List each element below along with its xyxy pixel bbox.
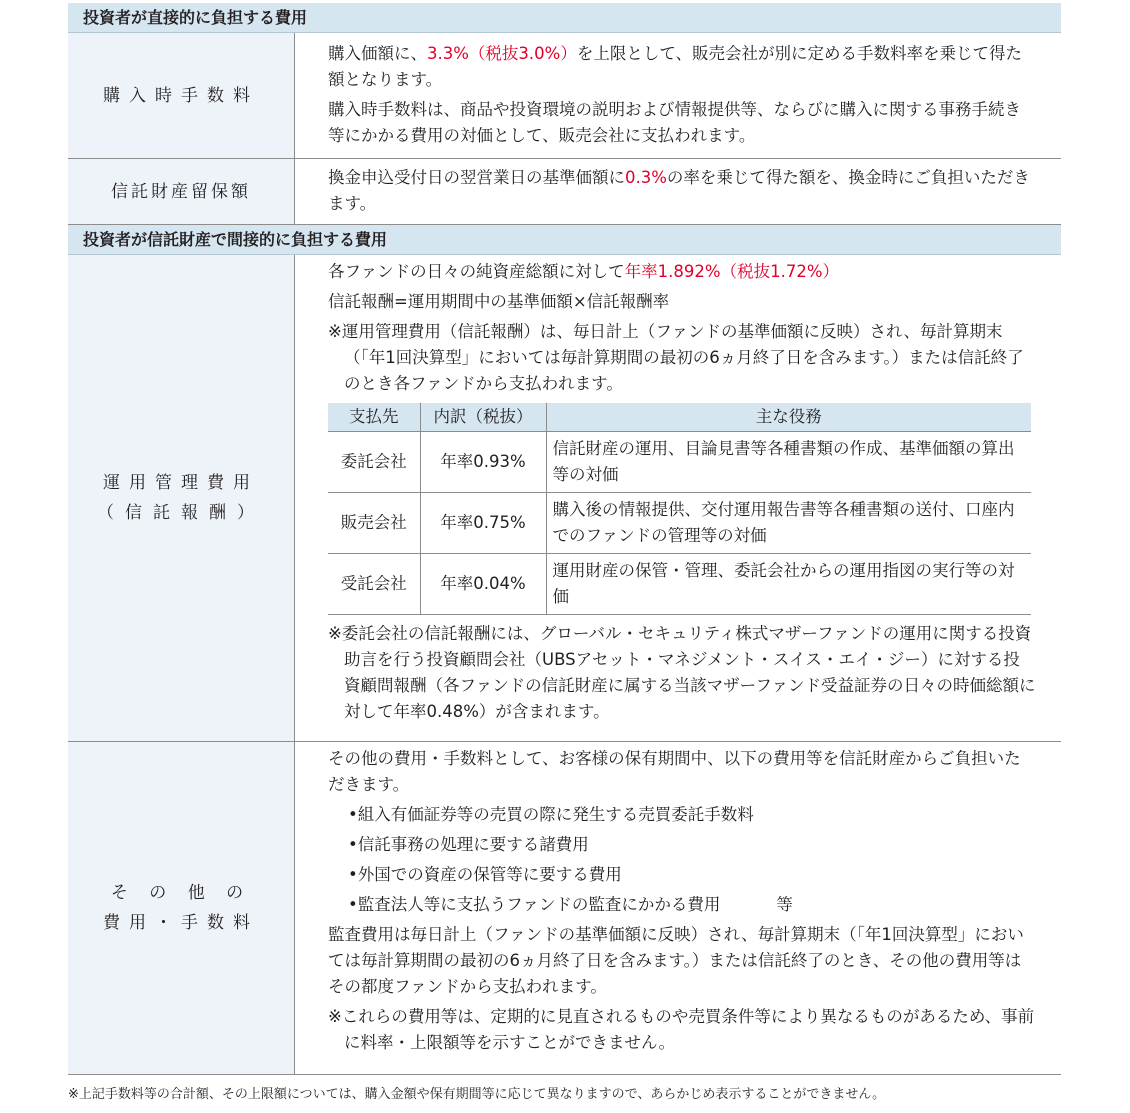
text: 等 (776, 895, 793, 914)
section-header-indirect-costs (68, 225, 1061, 255)
management-fee-row (68, 255, 1061, 742)
payee: 受託会社 (328, 554, 420, 615)
rate: 年率0.04% (420, 554, 546, 615)
service: 信託財産の運用、目論見書等各種書類の作成、基準価額の算出等の対価 (546, 432, 1031, 493)
other-costs-row (68, 742, 1061, 1075)
section-title: 投資者が直接的に負担する費用 (83, 8, 308, 27)
retention-row (68, 159, 1061, 225)
text: •監査法人等に支払うファンドの監査にかかる費用 (348, 895, 721, 914)
column-header: 支払先 (328, 403, 420, 432)
table-row (328, 554, 1031, 615)
other-p1: その他の費用・手数料として、お客様の保有期間中、以下の費用等を信託財産からご負担いただきます。 (328, 749, 1021, 794)
fee-breakdown-table (328, 403, 1031, 615)
section-header-direct-costs (68, 3, 1061, 33)
table-row (328, 432, 1031, 493)
management-fee-content (328, 259, 1036, 729)
rate: 年率0.93% (420, 432, 546, 493)
purchase-fee-row (68, 33, 1061, 159)
section-title: 投資者が信託財産で間接的に負担する費用 (83, 230, 388, 249)
other-p3: ※これらの費用等は、定期的に見直されるものや売買条件等により異なるものがあるため、事前に料率・上限額等を示すことができません。 (328, 1007, 1035, 1052)
list-item (328, 892, 1036, 918)
service: 運用財産の保管・管理、委託会社からの運用指図の実行等の対価 (546, 554, 1031, 615)
text: 各ファンドの日々の純資産総額に対して (328, 262, 625, 281)
label-text: 信託財産留保額 (111, 181, 251, 202)
table-header-row (328, 403, 1031, 432)
column-header: 主な役務 (546, 403, 1031, 432)
purchase-fee-p2: 購入時手数料は、商品や投資環境の説明および情報提供等、ならびに購入に関する事務手続き等にかかる費用の対価として、販売会社に支払われます。 (328, 100, 1021, 145)
label-text: 運用管理費用 (103, 473, 259, 493)
label-text: 費用・手数料 (103, 913, 259, 933)
retention-label (68, 159, 295, 224)
list-item: •信託事務の処理に要する諸費用 (348, 835, 589, 854)
label-text: そ の 他 の (110, 883, 252, 903)
text: の率を乗じて得た額を、換金時にご負担いただきます。 (328, 168, 1030, 213)
retention-text (328, 165, 1036, 217)
management-p2: 信託報酬=運用期間中の基準価額×信託報酬率 (328, 292, 670, 311)
label-text: （信託報酬） (97, 503, 265, 523)
table-row (328, 493, 1031, 554)
retention-content (328, 165, 1036, 221)
purchase-fee-content (328, 41, 1036, 153)
payee: 委託会社 (328, 432, 420, 493)
annual-rate: 年率1.892%（税抜1.72%） (624, 262, 840, 281)
column-header: 内訳（税抜） (420, 403, 546, 432)
list-item: •組入有価証券等の売買の際に発生する売買委託手数料 (348, 805, 754, 824)
label-text: 購入時手数料 (103, 85, 259, 106)
text: 換金申込受付日の翌営業日の基準価額に (328, 168, 625, 187)
retention-rate: 0.3% (625, 168, 667, 187)
management-p3: ※運用管理費用（信託報酬）は、毎日計上（ファンドの基準価額に反映）され、毎計算期末（「年1回決算型」においては毎計算期間の最初の6ヵ月終了日を含みます。）または信託終了のとき各ファンドから支払われます。 (328, 322, 1024, 393)
footnote: ※上記手数料等の合計額、その上限額については、購入金額や保有期間等に応じて異なりますので、あらかじめ表示することができません。 (68, 1087, 886, 1102)
payee: 販売会社 (328, 493, 420, 554)
management-note: ※委託会社の信託報酬には、グローバル・セキュリティ株式マザーファンドの運用に関する投資助言を行う投資顧問会社（UBSアセット・マネジメント・スイス・エイ・ジー）に対する投資顧問報酬（各ファンドの信託財産に属する当該マザーファンド受益証券の日々の時価総額に対して年率0.48%）が含まれます。 (328, 624, 1036, 721)
list-item: •外国での資産の保管等に要する費用 (348, 865, 622, 884)
text: 購入価額に、 (328, 44, 427, 63)
purchase-fee-p1 (328, 41, 1036, 93)
text: を上限として、販売会社が別に定める手数料率を乗じて得た額となります。 (328, 44, 1023, 89)
management-fee-label (68, 255, 295, 741)
other-p2: 監査費用は毎日計上（ファンドの基準価額に反映）され、毎計算期末（「年1回決算型」においては毎計算期間の最初の6ヵ月終了日を含みます。）または信託終了のとき、その他の費用等はその都度ファンドから支払われます。 (328, 925, 1024, 996)
other-costs-content (328, 746, 1036, 1060)
service: 購入後の情報提供、交付運用報告書等各種書類の送付、口座内でのファンドの管理等の対価 (546, 493, 1031, 554)
max-rate: 3.3%（税抜3.0%） (427, 44, 577, 63)
other-costs-label (68, 742, 295, 1074)
management-p1 (328, 259, 1036, 285)
rate: 年率0.75% (420, 493, 546, 554)
purchase-fee-label (68, 33, 295, 158)
